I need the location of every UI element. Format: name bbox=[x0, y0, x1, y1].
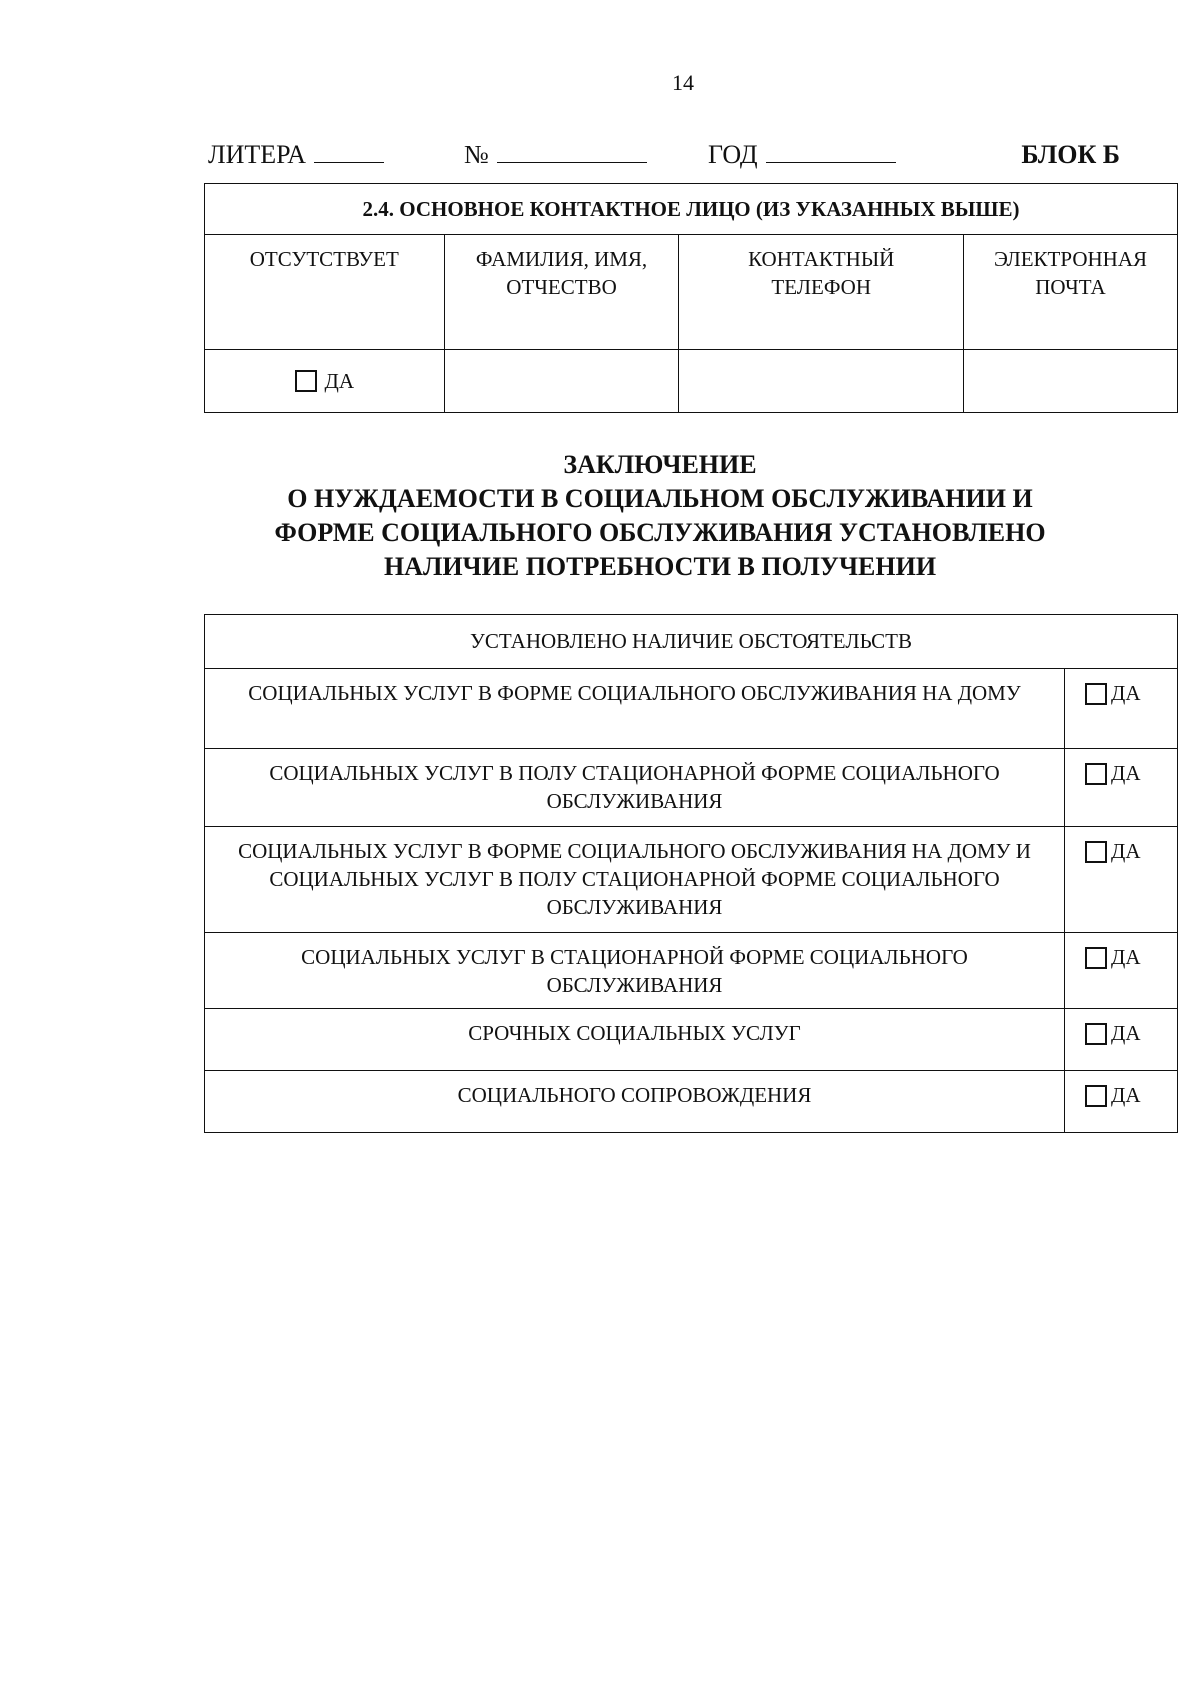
need-checkbox[interactable] bbox=[1085, 1023, 1107, 1045]
table-row bbox=[205, 1071, 1178, 1133]
column-header-email: ЭЛЕКТРОННАЯ ПОЧТА bbox=[963, 235, 1177, 350]
checkbox-label: ДА bbox=[1111, 1083, 1141, 1107]
need-stationary: СОЦИАЛЬНЫХ УСЛУГ В СТАЦИОНАРНОЙ ФОРМЕ СОЦИАЛЬНОГО ОБСЛУЖИВАНИЯ bbox=[205, 933, 1065, 1009]
checkbox-cell bbox=[1065, 1071, 1178, 1133]
conclusion-heading bbox=[200, 448, 1120, 584]
column-header-full-name: ФАМИЛИЯ, ИМЯ, ОТЧЕСТВО bbox=[444, 235, 679, 350]
need-checkbox[interactable] bbox=[1085, 1085, 1107, 1107]
table-row bbox=[205, 827, 1178, 933]
need-home-and-semi-stationary: СОЦИАЛЬНЫХ УСЛУГ В ФОРМЕ СОЦИАЛЬНОГО ОБСЛУЖИВАНИЯ НА ДОМУ И СОЦИАЛЬНЫХ УСЛУГ В ПОЛУ СТАЦИОНАРНОЙ ФОРМЕ СОЦИАЛЬНОГО ОБСЛУЖИВАНИЯ bbox=[205, 827, 1065, 933]
year-field bbox=[708, 140, 896, 170]
full-name-cell[interactable] bbox=[444, 350, 679, 413]
number-label: № bbox=[464, 140, 489, 169]
conclusion-line: НАЛИЧИЕ ПОТРЕБНОСТИ В ПОЛУЧЕНИИ bbox=[383, 552, 937, 581]
page-number: 14 bbox=[672, 70, 694, 95]
table-row bbox=[205, 749, 1178, 827]
phone-cell[interactable] bbox=[679, 350, 963, 413]
table-row bbox=[205, 1009, 1178, 1071]
form-header bbox=[208, 140, 1120, 174]
conclusion-line: О НУЖДАЕМОСТИ В СОЦИАЛЬНОМ ОБСЛУЖИВАНИИ И bbox=[287, 484, 1033, 513]
need-checkbox[interactable] bbox=[1085, 683, 1107, 705]
need-checkbox[interactable] bbox=[1085, 841, 1107, 863]
need-checkbox[interactable] bbox=[1085, 763, 1107, 785]
checkbox-label: ДА bbox=[1111, 761, 1141, 785]
absent-checkbox-label: ДА bbox=[324, 368, 355, 393]
checkbox-label: ДА bbox=[1111, 681, 1141, 705]
need-checkbox[interactable] bbox=[1085, 947, 1107, 969]
need-home-service: СОЦИАЛЬНЫХ УСЛУГ В ФОРМЕ СОЦИАЛЬНОГО ОБСЛУЖИВАНИЯ НА ДОМУ bbox=[205, 669, 1065, 749]
conclusion-line: ФОРМЕ СОЦИАЛЬНОГО ОБСЛУЖИВАНИЯ УСТАНОВЛЕНО bbox=[274, 518, 1046, 547]
needs-table bbox=[204, 614, 1178, 1133]
checkbox-cell bbox=[1065, 1009, 1178, 1071]
column-header-phone: КОНТАКТНЫЙ ТЕЛЕФОН bbox=[679, 235, 963, 350]
litera-field bbox=[208, 140, 384, 170]
contact-table-title: 2.4. ОСНОВНОЕ КОНТАКТНОЕ ЛИЦО (ИЗ УКАЗАННЫХ ВЫШЕ) bbox=[205, 184, 1178, 235]
checkbox-cell bbox=[1065, 827, 1178, 933]
contact-person-table bbox=[204, 183, 1178, 413]
absent-checkbox[interactable] bbox=[295, 370, 317, 392]
number-field bbox=[464, 140, 647, 170]
need-urgent-services: СРОЧНЫХ СОЦИАЛЬНЫХ УСЛУГ bbox=[205, 1009, 1065, 1071]
year-label: ГОД bbox=[708, 140, 758, 169]
checkbox-cell bbox=[1065, 933, 1178, 1009]
block-label: БЛОК Б bbox=[1021, 140, 1120, 169]
needs-table-title: УСТАНОВЛЕНО НАЛИЧИЕ ОБСТОЯТЕЛЬСТВ bbox=[205, 615, 1178, 669]
table-row bbox=[205, 669, 1178, 749]
litera-label: ЛИТЕРА bbox=[208, 140, 307, 169]
checkbox-label: ДА bbox=[1111, 945, 1141, 969]
checkbox-label: ДА bbox=[1111, 1021, 1141, 1045]
checkbox-cell bbox=[1065, 749, 1178, 827]
checkbox-label: ДА bbox=[1111, 839, 1141, 863]
need-social-support: СОЦИАЛЬНОГО СОПРОВОЖДЕНИЯ bbox=[205, 1071, 1065, 1133]
litera-blank[interactable] bbox=[314, 140, 384, 163]
table-row bbox=[205, 933, 1178, 1009]
checkbox-cell bbox=[1065, 669, 1178, 749]
column-header-absent: ОТСУТСТВУЕТ bbox=[205, 235, 445, 350]
email-cell[interactable] bbox=[963, 350, 1177, 413]
absent-cell bbox=[205, 350, 445, 413]
need-semi-stationary: СОЦИАЛЬНЫХ УСЛУГ В ПОЛУ СТАЦИОНАРНОЙ ФОРМЕ СОЦИАЛЬНОГО ОБСЛУЖИВАНИЯ bbox=[205, 749, 1065, 827]
year-blank[interactable] bbox=[766, 140, 896, 163]
conclusion-line: ЗАКЛЮЧЕНИЕ bbox=[563, 450, 757, 479]
number-blank[interactable] bbox=[497, 140, 647, 163]
